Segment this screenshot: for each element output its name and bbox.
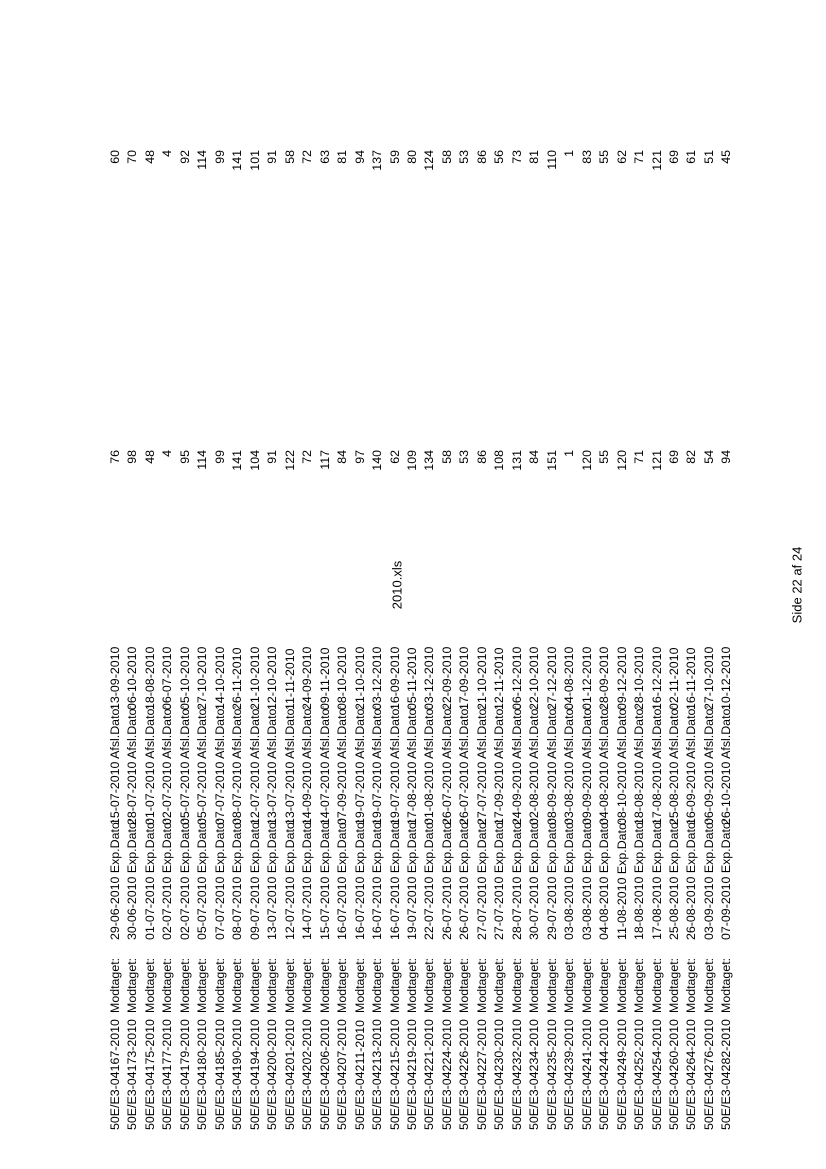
final-date: 06-12-2010 (509, 646, 524, 710)
final-date: 18-08-2010 (142, 646, 157, 710)
closing-date: 01-07-2010 Afsl.Dato: (142, 705, 157, 825)
exp-date: 11-08-2010 Exp.Dato: (614, 819, 629, 940)
closing-date: 27-07-2010 Afsl.Dato: (474, 705, 489, 825)
table-row (194, 150, 211, 1130)
received-label: Modtaget: (370, 957, 385, 1013)
closing-date: 17-08-2010 Afsl.Dato: (404, 705, 419, 825)
days-processing: 81 (527, 150, 542, 164)
exp-date: 12-07-2010 Exp.Dato: (282, 818, 297, 940)
case-id: 50E/E3-04230-2010 (492, 1019, 507, 1130)
closing-date: 26-10-2010 Afsl.Dato: (719, 705, 734, 825)
closing-date: 08-10-2010 Afsl.Dato: (614, 705, 629, 825)
final-date: 27-10-2010 (195, 646, 210, 710)
table-row (387, 150, 404, 1130)
days-total: 84 (527, 450, 542, 464)
received-label: Modtaget: (142, 957, 157, 1013)
final-date: 27-12-2010 (544, 646, 559, 710)
received-label: Modtaget: (667, 957, 681, 1013)
final-date: 24-09-2010 (300, 646, 315, 710)
received-label: Modtaget: (544, 957, 559, 1013)
days-total: 1 (562, 450, 577, 457)
closing-date: 19-07-2010 Afsl.Dato: (352, 705, 367, 825)
received-label: Modtaget: (160, 957, 175, 1013)
case-id: 50E/E3-04211-2010 (352, 1020, 367, 1130)
days-total: 151 (544, 450, 559, 471)
case-id: 50E/E3-04260-2010 (667, 1019, 681, 1130)
final-date: 28-10-2010 (632, 646, 647, 710)
case-id: 50E/E3-04200-2010 (265, 1019, 280, 1130)
closing-date: 08-09-2010 Afsl.Dato: (544, 705, 559, 825)
table-row (491, 150, 508, 1130)
case-id: 50E/E3-04219-2010 (404, 1019, 419, 1130)
final-date: 16-09-2010 (387, 646, 402, 710)
days-total: 94 (719, 450, 734, 464)
exp-date: 30-06-2010 Exp.Dato: (125, 818, 140, 940)
final-date: 21-10-2010 (352, 646, 367, 710)
table-row (561, 150, 578, 1130)
final-date: 13-09-2010 (108, 646, 122, 710)
received-label: Modtaget: (265, 957, 280, 1013)
days-processing: 60 (108, 150, 122, 164)
exp-date: 22-07-2010 Exp.Dato: (422, 818, 437, 940)
received-label: Modtaget: (422, 957, 437, 1013)
case-id: 50E/E3-04177-2010 (160, 1019, 175, 1130)
table-row (159, 150, 176, 1130)
days-processing: 62 (614, 150, 629, 164)
case-id: 50E/E3-04207-2010 (335, 1019, 350, 1130)
days-total: 98 (125, 450, 140, 464)
exp-date: 07-07-2010 Exp.Dato: (212, 818, 227, 940)
days-processing: 48 (142, 150, 157, 164)
case-id: 50E/E3-04202-2010 (300, 1019, 315, 1130)
days-total: 108 (492, 450, 507, 471)
days-total: 117 (317, 450, 332, 470)
closing-date: 26-07-2010 Afsl.Dato: (439, 705, 454, 825)
exp-date: 29-06-2010 Exp.Dato: (108, 818, 122, 940)
table-row (264, 150, 281, 1130)
days-total: 121 (649, 450, 664, 471)
days-total: 141 (230, 450, 245, 471)
closing-date: 07-09-2010 Afsl.Dato: (335, 705, 350, 825)
exp-date: 30-07-2010 Exp.Dato: (527, 818, 542, 940)
days-total: 131 (509, 450, 524, 471)
days-processing: 80 (404, 150, 419, 164)
file-name: 2010.xls (389, 560, 405, 610)
closing-date: 28-07-2010 Afsl.Dato: (125, 705, 140, 825)
received-label: Modtaget: (247, 957, 262, 1013)
exp-date: 03-09-2010 Exp.Dato: (701, 818, 716, 940)
table-row (579, 150, 596, 1130)
case-id: 50E/E3-04232-2010 (509, 1019, 524, 1130)
received-label: Modtaget: (195, 957, 210, 1013)
exp-date: 08-07-2010 Exp.Dato: (230, 818, 245, 940)
received-label: Modtaget: (300, 957, 315, 1013)
final-date: 06-07-2010 (160, 646, 175, 710)
days-processing: 86 (474, 150, 489, 164)
days-total: 99 (212, 450, 227, 464)
days-total: 54 (701, 450, 716, 464)
table-row (683, 150, 700, 1130)
case-id: 50E/E3-04226-2010 (457, 1019, 472, 1130)
closing-date: 02-08-2010 Afsl.Dato: (527, 705, 542, 825)
final-date: 28-09-2010 (597, 646, 612, 710)
received-label: Modtaget: (317, 957, 332, 1013)
table-row (439, 150, 456, 1130)
table-row (421, 150, 438, 1130)
received-label: Modtaget: (439, 957, 454, 1013)
table-row (509, 150, 526, 1130)
closing-date: 19-07-2010 Afsl.Dato: (387, 705, 402, 825)
days-processing: 121 (649, 150, 664, 171)
exp-date: 16-07-2010 Exp.Dato: (352, 818, 367, 940)
final-date: 05-11-2010 (404, 647, 419, 710)
days-processing: 58 (282, 150, 297, 164)
table-row (614, 150, 631, 1130)
days-total: 53 (457, 450, 472, 464)
received-label: Modtaget: (562, 957, 577, 1013)
received-label: Modtaget: (632, 957, 647, 1013)
final-date: 10-12-2010 (719, 646, 734, 710)
received-label: Modtaget: (335, 957, 350, 1013)
exp-date: 17-08-2010 Exp.Dato: (649, 818, 664, 940)
exp-date: 27-07-2010 Exp.Dato: (474, 818, 489, 940)
final-date: 22-10-2010 (527, 646, 542, 710)
days-total: 95 (177, 450, 192, 464)
days-total: 122 (282, 450, 297, 471)
closing-date: 07-07-2010 Afsl.Dato: (212, 705, 227, 825)
final-date: 27-10-2010 (701, 646, 716, 710)
received-label: Modtaget: (282, 957, 297, 1013)
days-processing: 81 (335, 150, 350, 164)
received-label: Modtaget: (684, 957, 699, 1013)
days-processing: 63 (317, 150, 332, 164)
days-processing: 71 (632, 150, 647, 164)
days-total: 72 (300, 450, 315, 464)
case-id: 50E/E3-04264-2010 (684, 1019, 699, 1130)
closing-date: 12-07-2010 Afsl.Dato: (247, 705, 262, 825)
days-processing: 61 (684, 150, 699, 164)
exp-date: 05-07-2010 Exp.Dato: (195, 818, 210, 940)
final-date: 04-08-2010 (562, 646, 577, 710)
closing-date: 25-08-2010 Afsl.Dato: (667, 705, 681, 825)
days-processing: 59 (387, 150, 402, 164)
received-label: Modtaget: (457, 957, 472, 1013)
table-row (649, 150, 666, 1130)
closing-date: 08-07-2010 Afsl.Dato: (230, 705, 245, 825)
table-row (142, 150, 159, 1130)
days-total: 55 (597, 450, 612, 464)
final-date: 16-11-2010 (684, 647, 699, 710)
case-id: 50E/E3-04185-2010 (212, 1019, 227, 1130)
days-processing: 124 (422, 150, 437, 171)
case-id: 50E/E3-04180-2010 (195, 1019, 210, 1130)
exp-date: 26-08-2010 Exp.Dato: (684, 818, 699, 940)
exp-date: 15-07-2010 Exp.Dato: (317, 818, 332, 940)
case-id: 50E/E3-04227-2010 (474, 1019, 489, 1130)
closing-date: 17-09-2010 Afsl.Dato: (492, 705, 507, 825)
days-total: 76 (108, 450, 122, 464)
days-total: 62 (387, 450, 402, 464)
closing-date: 14-09-2010 Afsl.Dato: (300, 705, 315, 825)
days-processing: 141 (230, 150, 245, 171)
final-date: 11-11-2010 (282, 648, 297, 710)
days-processing: 1 (562, 150, 577, 157)
table-row (334, 150, 351, 1130)
days-total: 86 (474, 450, 489, 464)
days-processing: 53 (457, 150, 472, 164)
exp-date: 02-07-2010 Exp.Dato: (177, 818, 192, 940)
table-row (124, 150, 141, 1130)
exp-date: 02-07-2010 Exp.Dato: (160, 818, 175, 940)
received-label: Modtaget: (614, 957, 629, 1013)
closing-date: 17-08-2010 Afsl.Dato: (649, 705, 664, 825)
table-row (701, 150, 718, 1130)
closing-date: 13-07-2010 Afsl.Dato: (282, 705, 297, 825)
exp-date: 26-07-2010 Exp.Dato: (457, 818, 472, 940)
days-processing: 137 (370, 150, 385, 171)
final-date: 12-11-2010 (492, 647, 507, 710)
table-row (404, 150, 421, 1130)
case-id: 50E/E3-04173-2010 (125, 1019, 140, 1130)
table-row (666, 150, 683, 1130)
exp-date: 03-08-2010 Exp.Dato: (579, 818, 594, 940)
days-processing: 4 (160, 150, 175, 157)
received-label: Modtaget: (649, 957, 664, 1013)
case-id: 50E/E3-04254-2010 (649, 1019, 664, 1130)
table-row (247, 150, 264, 1130)
table-row (369, 150, 386, 1130)
table-row (299, 150, 316, 1130)
closing-date: 15-07-2010 Afsl.Dato: (108, 705, 122, 825)
received-label: Modtaget: (230, 957, 245, 1013)
exp-date: 25-08-2010 Exp.Dato: (667, 818, 681, 940)
days-processing: 92 (177, 150, 192, 164)
case-id: 50E/E3-04276-2010 (701, 1019, 716, 1130)
received-label: Modtaget: (177, 957, 192, 1013)
case-id: 50E/E3-04249-2010 (614, 1019, 629, 1130)
table-row (474, 150, 491, 1130)
days-total: 120 (614, 450, 629, 471)
case-id: 50E/E3-04239-2010 (562, 1019, 577, 1130)
days-processing: 56 (492, 150, 507, 164)
days-total: 84 (335, 450, 350, 464)
days-total: 134 (422, 450, 437, 471)
received-label: Modtaget: (492, 957, 507, 1013)
case-id: 50E/E3-04252-2010 (632, 1019, 647, 1130)
case-id: 50E/E3-04244-2010 (597, 1019, 612, 1130)
final-date: 09-12-2010 (614, 646, 629, 710)
case-id: 50E/E3-04234-2010 (527, 1019, 542, 1130)
days-total: 69 (667, 450, 681, 464)
case-id: 50E/E3-04282-2010 (719, 1019, 734, 1130)
final-date: 17-09-2010 (457, 646, 472, 710)
table-row (631, 150, 648, 1130)
closing-date: 01-08-2010 Afsl.Dato: (422, 705, 437, 825)
final-date: 21-10-2010 (474, 646, 489, 710)
case-id: 50E/E3-04179-2010 (177, 1019, 192, 1130)
received-label: Modtaget: (125, 957, 140, 1013)
exp-date: 03-08-2010 Exp.Dato: (562, 818, 577, 940)
days-processing: 73 (509, 150, 524, 164)
table-row (282, 150, 299, 1130)
exp-date: 16-07-2010 Exp.Dato: (335, 818, 350, 940)
days-processing: 114 (195, 150, 210, 170)
final-date: 08-10-2010 (335, 646, 350, 710)
closing-date: 04-08-2010 Afsl.Dato: (597, 705, 612, 825)
days-processing: 51 (701, 150, 716, 164)
case-id: 50E/E3-04206-2010 (317, 1019, 332, 1130)
days-processing: 91 (265, 150, 280, 164)
final-date: 03-12-2010 (422, 646, 437, 710)
received-label: Modtaget: (701, 957, 716, 1013)
table-row (718, 150, 735, 1130)
table-row (526, 150, 543, 1130)
table-row (177, 150, 194, 1130)
closing-date: 09-09-2010 Afsl.Dato: (579, 705, 594, 825)
closing-date: 02-07-2010 Afsl.Dato: (160, 705, 175, 825)
final-date: 05-10-2010 (177, 646, 192, 710)
final-date: 21-10-2010 (247, 646, 262, 710)
days-processing: 55 (597, 150, 612, 164)
case-id: 50E/E3-04175-2010 (142, 1019, 157, 1130)
days-total: 4 (160, 450, 175, 457)
exp-date: 18-08-2010 Exp.Dato: (632, 818, 647, 940)
final-date: 02-11-2010 (667, 647, 681, 710)
final-date: 16-12-2010 (649, 646, 664, 710)
table-row (596, 150, 613, 1130)
received-label: Modtaget: (108, 957, 122, 1013)
closing-date: 05-07-2010 Afsl.Dato: (195, 705, 210, 825)
page-number: Side 22 af 24 (789, 546, 805, 624)
final-date: 14-10-2010 (212, 646, 227, 710)
exp-date: 28-07-2010 Exp.Dato: (509, 818, 524, 940)
received-label: Modtaget: (509, 957, 524, 1013)
table-row (317, 150, 334, 1130)
closing-date: 05-07-2010 Afsl.Dato: (177, 705, 192, 825)
days-total: 91 (265, 450, 280, 464)
closing-date: 26-07-2010 Afsl.Dato: (457, 705, 472, 825)
days-total: 104 (247, 450, 262, 471)
closing-date: 24-09-2010 Afsl.Dato: (509, 705, 524, 825)
final-date: 09-11-2010 (317, 647, 332, 710)
received-label: Modtaget: (352, 957, 367, 1013)
table-row (352, 150, 369, 1130)
case-id: 50E/E3-04241-2010 (579, 1019, 594, 1130)
exp-date: 01-07-2010 Exp.Dato: (142, 818, 157, 940)
case-id: 50E/E3-04221-2010 (422, 1019, 437, 1130)
table-row (107, 150, 124, 1130)
days-processing: 83 (579, 150, 594, 164)
case-id: 50E/E3-04213-2010 (370, 1019, 385, 1130)
exp-date: 09-07-2010 Exp.Dato: (247, 818, 262, 940)
received-label: Modtaget: (719, 957, 734, 1013)
exp-date: 14-07-2010 Exp.Dato: (300, 818, 315, 940)
exp-date: 29-07-2010 Exp.Dato: (544, 818, 559, 940)
exp-date: 04-08-2010 Exp.Dato: (597, 818, 612, 940)
final-date: 06-10-2010 (125, 646, 140, 710)
case-id: 50E/E3-04224-2010 (439, 1019, 454, 1130)
days-processing: 70 (125, 150, 140, 164)
exp-date: 16-07-2010 Exp.Dato: (387, 818, 402, 940)
received-label: Modtaget: (387, 957, 402, 1013)
days-total: 71 (632, 450, 647, 464)
case-id: 50E/E3-04190-2010 (230, 1019, 245, 1130)
received-label: Modtaget: (212, 957, 227, 1013)
records-table (107, 150, 734, 1130)
closing-date: 06-09-2010 Afsl.Dato: (701, 705, 716, 825)
received-label: Modtaget: (579, 957, 594, 1013)
closing-date: 18-08-2010 Afsl.Dato: (632, 705, 647, 825)
table-row (229, 150, 246, 1130)
days-total: 109 (404, 450, 419, 471)
table-row (212, 150, 229, 1130)
final-date: 26-11-2010 (230, 647, 245, 710)
final-date: 12-10-2010 (265, 646, 280, 710)
exp-date: 27-07-2010 Exp.Dato: (492, 818, 507, 940)
closing-date: 16-09-2010 Afsl.Dato: (684, 705, 699, 825)
days-total: 114 (195, 450, 210, 470)
exp-date: 19-07-2010 Exp.Dato: (404, 818, 419, 940)
case-id: 50E/E3-04235-2010 (544, 1019, 559, 1130)
days-processing: 101 (247, 150, 262, 171)
table-row (544, 150, 561, 1130)
closing-date: 13-07-2010 Afsl.Dato: (265, 705, 280, 825)
closing-date: 14-07-2010 Afsl.Dato: (317, 705, 332, 825)
received-label: Modtaget: (597, 957, 612, 1013)
days-processing: 94 (352, 150, 367, 164)
days-processing: 45 (719, 150, 734, 164)
case-id: 50E/E3-04194-2010 (247, 1019, 262, 1130)
received-label: Modtaget: (527, 957, 542, 1013)
days-total: 82 (684, 450, 699, 464)
exp-date: 13-07-2010 Exp.Dato: (265, 818, 280, 940)
days-processing: 69 (667, 150, 681, 164)
exp-date: 26-07-2010 Exp.Dato: (439, 818, 454, 940)
days-processing: 58 (439, 150, 454, 164)
days-total: 97 (352, 450, 367, 464)
days-total: 140 (370, 450, 385, 471)
exp-date: 16-07-2010 Exp.Dato: (370, 818, 385, 940)
exp-date: 07-09-2010 Exp.Dato: (719, 818, 734, 940)
days-total: 120 (579, 450, 594, 471)
days-processing: 99 (212, 150, 227, 164)
final-date: 01-12-2010 (579, 646, 594, 710)
days-processing: 110 (544, 150, 559, 170)
final-date: 22-09-2010 (439, 646, 454, 710)
days-total: 58 (439, 450, 454, 464)
days-processing: 72 (300, 150, 315, 164)
received-label: Modtaget: (404, 957, 419, 1013)
case-id: 50E/E3-04215-2010 (387, 1019, 402, 1130)
final-date: 03-12-2010 (370, 646, 385, 710)
case-id: 50E/E3-04201-2010 (282, 1019, 297, 1130)
days-total: 48 (142, 450, 157, 464)
received-label: Modtaget: (474, 957, 489, 1013)
closing-date: 19-07-2010 Afsl.Dato: (370, 705, 385, 825)
closing-date: 03-08-2010 Afsl.Dato: (562, 705, 577, 825)
table-row (456, 150, 473, 1130)
case-id: 50E/E3-04167-2010 (108, 1019, 122, 1130)
